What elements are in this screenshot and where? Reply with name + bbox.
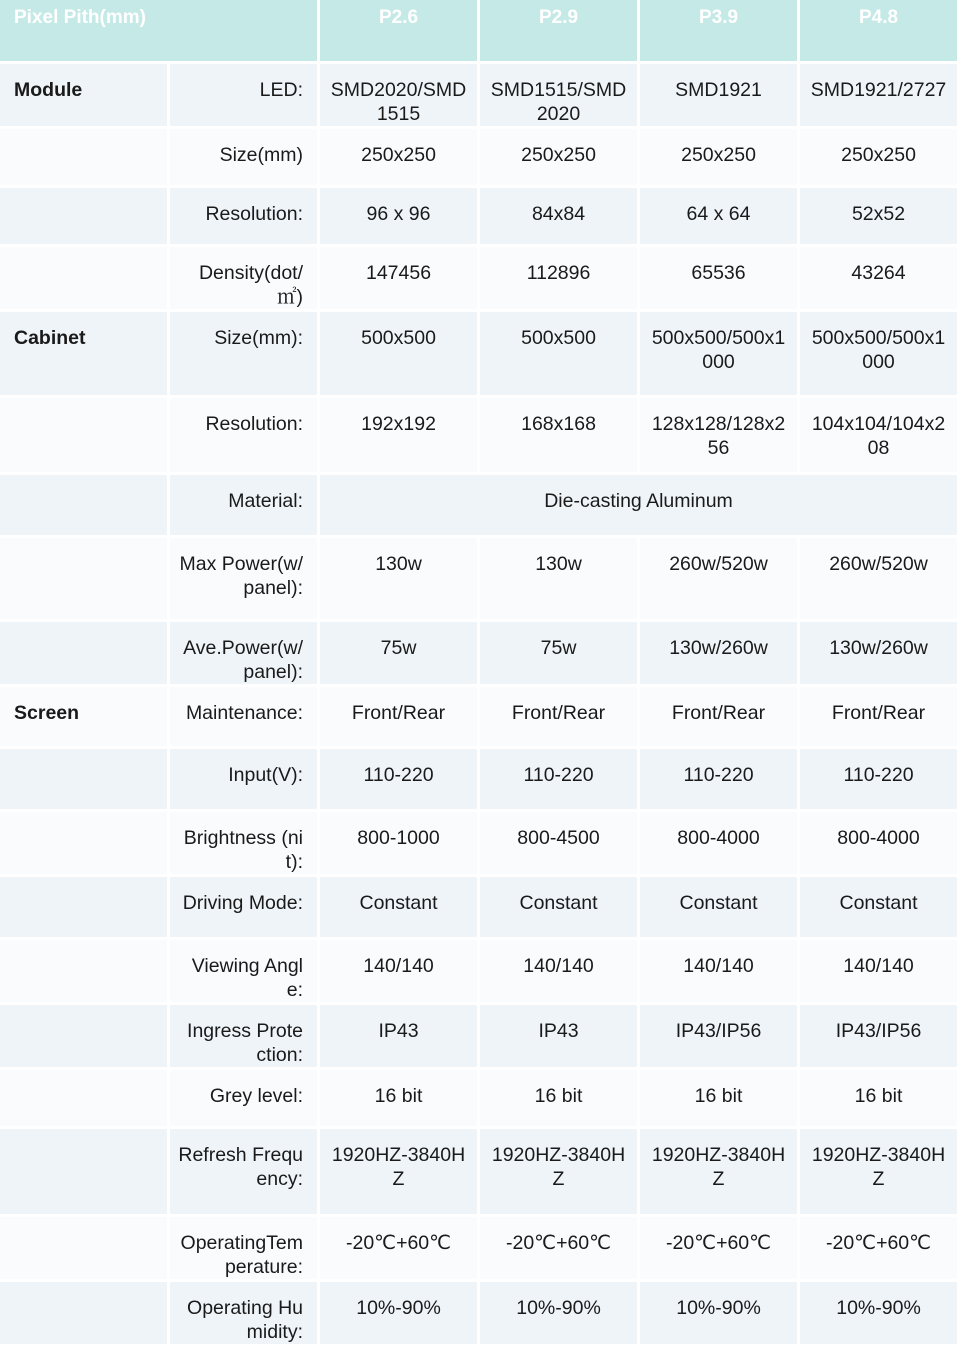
row-value: 260w/520w: [800, 538, 957, 619]
row-value: 800-4500: [480, 812, 637, 874]
row-value: 10%-90%: [800, 1282, 957, 1344]
table-row: [0, 1005, 957, 1067]
row-value: 65536: [640, 247, 797, 309]
table-row: [0, 538, 957, 619]
row-value: 1920HZ-3840HZ: [800, 1129, 957, 1214]
table-row: [0, 877, 957, 937]
row-group: [0, 940, 167, 1002]
table-row: [0, 812, 957, 874]
row-value: 110-220: [480, 749, 637, 809]
row-value: IP43: [320, 1005, 477, 1067]
row-value: 800-4000: [640, 812, 797, 874]
row-group: Screen: [0, 687, 167, 746]
table-row: [0, 64, 957, 126]
row-label: Operating Humidity:: [170, 1282, 317, 1344]
row-value: 500x500: [480, 312, 637, 395]
row-value: -20℃+60℃: [480, 1217, 637, 1279]
row-label: Grey level:: [170, 1070, 317, 1126]
row-group: [0, 247, 167, 309]
row-value: 43264: [800, 247, 957, 309]
row-label: Viewing Angle:: [170, 940, 317, 1002]
row-label: Refresh Frequency:: [170, 1129, 317, 1214]
header-col-p3-9: P3.9: [640, 0, 797, 61]
row-value: Front/Rear: [640, 687, 797, 746]
row-group: [0, 622, 167, 684]
row-label: Size(mm):: [170, 312, 317, 395]
row-value: 10%-90%: [640, 1282, 797, 1344]
header-pixel-pitch: Pixel Pith(mm): [0, 0, 317, 61]
row-value: 112896: [480, 247, 637, 309]
row-value: 250x250: [480, 129, 637, 185]
row-group: [0, 475, 167, 535]
table-row: [0, 622, 957, 684]
row-value: 16 bit: [320, 1070, 477, 1126]
table-row: [0, 1070, 957, 1126]
row-value: SMD2020/SMD1515: [320, 64, 477, 126]
row-value: Constant: [320, 877, 477, 937]
row-label: OperatingTemperature:: [170, 1217, 317, 1279]
row-label: Max Power(w/panel):: [170, 538, 317, 619]
row-value: 130w: [320, 538, 477, 619]
row-value: 130w: [480, 538, 637, 619]
table-row: [0, 940, 957, 1002]
spec-body: [0, 64, 957, 1344]
table-row: [0, 312, 957, 395]
row-label: Material:: [170, 475, 317, 535]
row-group: [0, 749, 167, 809]
row-value: 110-220: [320, 749, 477, 809]
row-value: 10%-90%: [320, 1282, 477, 1344]
table-row: [0, 398, 957, 472]
row-value: 260w/520w: [640, 538, 797, 619]
table-row: [0, 475, 957, 535]
row-value: 16 bit: [640, 1070, 797, 1126]
table-row: [0, 129, 957, 185]
row-label: Density(dot/㎡): [170, 247, 317, 309]
table-row: [0, 1217, 957, 1279]
row-value: 250x250: [320, 129, 477, 185]
row-group: [0, 188, 167, 244]
header-row: [0, 0, 957, 61]
row-group: Module: [0, 64, 167, 126]
row-value: 140/140: [320, 940, 477, 1002]
row-value: 52x52: [800, 188, 957, 244]
row-group: [0, 1129, 167, 1214]
row-value: 500x500/500x1000: [640, 312, 797, 395]
row-value: SMD1921/2727: [800, 64, 957, 126]
row-value: 130w/260w: [800, 622, 957, 684]
table-row: [0, 687, 957, 746]
row-group: Cabinet: [0, 312, 167, 395]
row-value: Front/Rear: [800, 687, 957, 746]
row-group: [0, 812, 167, 874]
row-value: Front/Rear: [320, 687, 477, 746]
row-group: [0, 398, 167, 472]
row-label: Driving Mode:: [170, 877, 317, 937]
row-value: 104x104/104x208: [800, 398, 957, 472]
row-label: Ingress Protection:: [170, 1005, 317, 1067]
row-value: Constant: [480, 877, 637, 937]
row-label: Ave.Power(w/panel):: [170, 622, 317, 684]
row-label: Resolution:: [170, 398, 317, 472]
row-value: 96 x 96: [320, 188, 477, 244]
row-value: 168x168: [480, 398, 637, 472]
table-row: [0, 1129, 957, 1214]
row-value: 140/140: [640, 940, 797, 1002]
row-value: 75w: [320, 622, 477, 684]
row-value: 1920HZ-3840HZ: [640, 1129, 797, 1214]
row-value: SMD1921: [640, 64, 797, 126]
row-label: Brightness (nit):: [170, 812, 317, 874]
row-value: 16 bit: [480, 1070, 637, 1126]
row-value: 75w: [480, 622, 637, 684]
row-value: 1920HZ-3840HZ: [320, 1129, 477, 1214]
row-group: [0, 1070, 167, 1126]
row-value: 140/140: [800, 940, 957, 1002]
row-label: Maintenance:: [170, 687, 317, 746]
row-label: Resolution:: [170, 188, 317, 244]
row-value: 1920HZ-3840HZ: [480, 1129, 637, 1214]
row-value: SMD1515/SMD2020: [480, 64, 637, 126]
row-value: 10%-90%: [480, 1282, 637, 1344]
row-group: [0, 129, 167, 185]
table-row: [0, 749, 957, 809]
row-value: 250x250: [640, 129, 797, 185]
row-group: [0, 1217, 167, 1279]
row-group: [0, 1005, 167, 1067]
row-value: 500x500/500x1000: [800, 312, 957, 395]
row-value: 110-220: [800, 749, 957, 809]
header-col-p4-8: P4.8: [800, 0, 957, 61]
row-label: Input(V):: [170, 749, 317, 809]
row-value: 110-220: [640, 749, 797, 809]
row-value: IP43/IP56: [800, 1005, 957, 1067]
row-value: 800-4000: [800, 812, 957, 874]
row-value: 84x84: [480, 188, 637, 244]
row-value: Constant: [640, 877, 797, 937]
row-value: 140/140: [480, 940, 637, 1002]
row-value: IP43/IP56: [640, 1005, 797, 1067]
row-value: -20℃+60℃: [800, 1217, 957, 1279]
row-group: [0, 1282, 167, 1344]
row-label: Size(mm): [170, 129, 317, 185]
row-value: 64 x 64: [640, 188, 797, 244]
table-row: [0, 1282, 957, 1344]
row-value: 800-1000: [320, 812, 477, 874]
table-row: [0, 247, 957, 309]
row-label: LED:: [170, 64, 317, 126]
row-group: [0, 877, 167, 937]
header-col-p2-9: P2.9: [480, 0, 637, 61]
row-value: Front/Rear: [480, 687, 637, 746]
row-merged-value: Die-casting Aluminum: [320, 475, 957, 535]
row-group: [0, 538, 167, 619]
row-value: 500x500: [320, 312, 477, 395]
row-value: 130w/260w: [640, 622, 797, 684]
row-value: 250x250: [800, 129, 957, 185]
row-value: Constant: [800, 877, 957, 937]
row-value: 16 bit: [800, 1070, 957, 1126]
header-col-p2-6: P2.6: [320, 0, 477, 61]
row-value: 192x192: [320, 398, 477, 472]
table-row: [0, 188, 957, 244]
row-value: -20℃+60℃: [320, 1217, 477, 1279]
row-value: IP43: [480, 1005, 637, 1067]
row-value: 147456: [320, 247, 477, 309]
row-value: 128x128/128x256: [640, 398, 797, 472]
row-value: -20℃+60℃: [640, 1217, 797, 1279]
